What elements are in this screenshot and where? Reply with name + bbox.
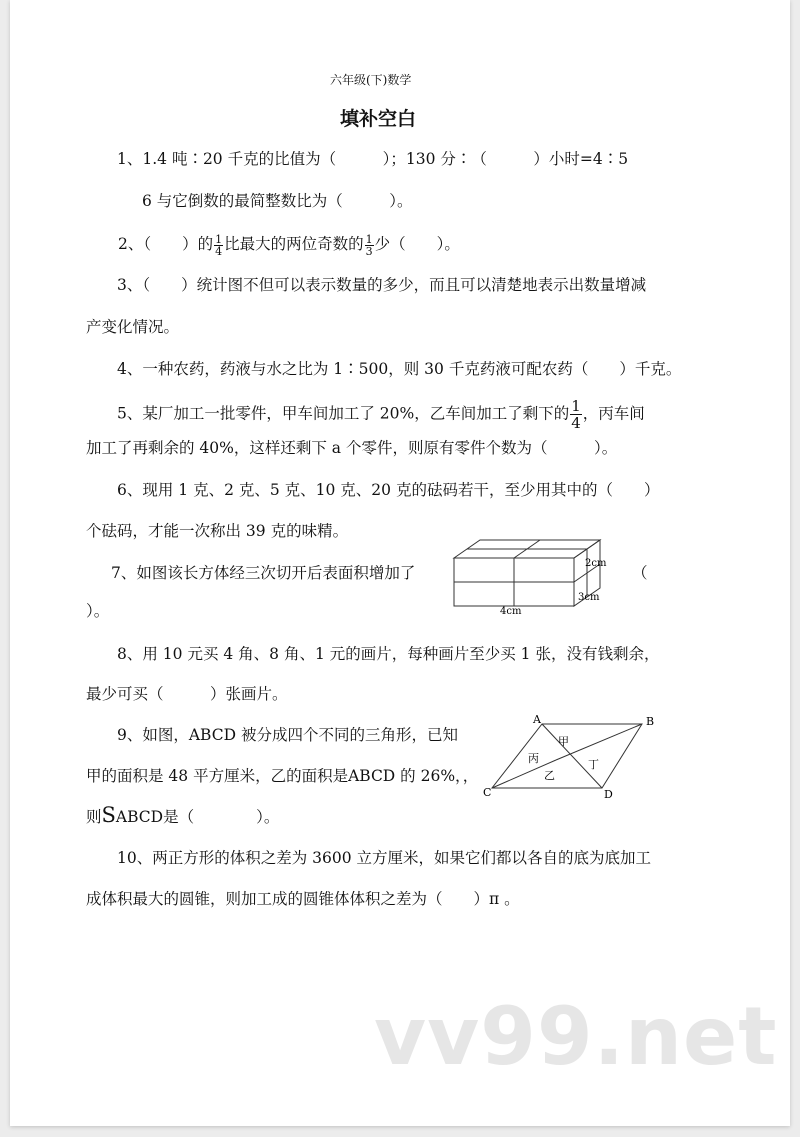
question-8-line-1: 8、用 10 元买 4 角、8 角、1 元的画片，每种画片至少买 1 张，没有钱剩余， (117, 645, 660, 663)
fraction-one-quarter: $\frac{1}{4}$ (215, 232, 223, 258)
question-5-line-1: 5、某厂加工一批零件，甲车间加工了 20%，乙车间加工了剩下的 $\frac{1}{4}$ ，丙车间 (117, 397, 645, 432)
region-ding: 丁 (588, 758, 599, 771)
cuboid-height-label: 2cm (585, 558, 607, 569)
cuboid-length-label: 4cm (500, 606, 522, 614)
question-9-line-1: 9、如图，ABCD 被分成四个不同的三角形，已知 (117, 726, 458, 744)
question-4: 4、一种农药，药液与水之比为 1∶500，则 30 千克药液可配农药（ ）千克。 (117, 360, 682, 378)
question-6-line-2: 个砝码，才能一次称出 39 克的味精。 (86, 522, 349, 540)
question-3-line-2: 产变化情况。 (86, 318, 180, 336)
watermark-text: vv99.net (374, 990, 778, 1083)
region-jia: 甲 (558, 735, 569, 748)
region-bing: 丙 (528, 752, 539, 765)
question-6-line-1: 6、现用 1 克、2 克、5 克、10 克、20 克的砝码若干，至少用其中的（ ） (117, 481, 660, 499)
question-7-line-2: ）。 (86, 602, 110, 620)
parallelogram-figure (470, 712, 670, 802)
question-2 (118, 233, 460, 257)
fraction-one-quarter-large: $\frac{1}{4}$ (571, 397, 581, 432)
area-symbol-s: S (101, 803, 116, 827)
vertex-d: D (604, 788, 613, 801)
cuboid-figure (450, 534, 610, 614)
question-2-middle: 比最大的两位奇数的 (224, 235, 364, 253)
question-3-line-1: 3、（ ）统计图不但可以表示数量的多少，而且可以清楚地表示出数量增减 (117, 276, 647, 294)
question-8-line-2: 最少可买（ ）张画片。 (86, 685, 288, 703)
vertex-b: B (646, 715, 655, 728)
vertex-a: A (533, 713, 541, 726)
question-7-line-1: 7、如图该长方体经三次切开后表面积增加了 (111, 564, 416, 582)
question-2-prefix: 2、（ ）的 (118, 235, 214, 253)
vertex-c: C (483, 786, 492, 799)
question-9-line-3: 则SABCD是（ ）。 (86, 803, 280, 827)
question-10-line-1: 10、两正方形的体积之差为 3600 立方厘米，如果它们都以各自的底为底加工 (117, 849, 652, 867)
question-5-line-2: 加工了再剩余的 40%，这样还剩下 a 个零件，则原有零件个数为（ ）。 (86, 439, 618, 457)
region-yi: 乙 (544, 769, 555, 782)
cuboid-depth-label: 3cm (578, 592, 600, 603)
question-9-line-2: 甲的面积是 48 平方厘米，乙的面积是ABCD 的 26%，， (86, 767, 479, 785)
question-1-line-2: 6 与它倒数的最简整数比为（ ）。 (142, 192, 413, 210)
worksheet-page (10, 0, 790, 1126)
question-1-line-1: 1、1.4 吨∶20 千克的比值为（ ）；130 分∶（ ）小时=4∶5 (117, 150, 629, 168)
question-10-line-2: 成体积最大的圆锥，则加工成的圆锥体体积之差为（ ）π 。 (86, 890, 520, 908)
question-7-paren: （ (632, 564, 648, 582)
area-subscript: ABCD (115, 808, 164, 826)
question-2-suffix: 少（ ）。 (374, 235, 460, 253)
fraction-one-third: $\frac{1}{3}$ (365, 232, 373, 258)
subject-header: 六年级(下)数学 (330, 73, 412, 87)
page-title: 填补空白 (340, 108, 417, 130)
